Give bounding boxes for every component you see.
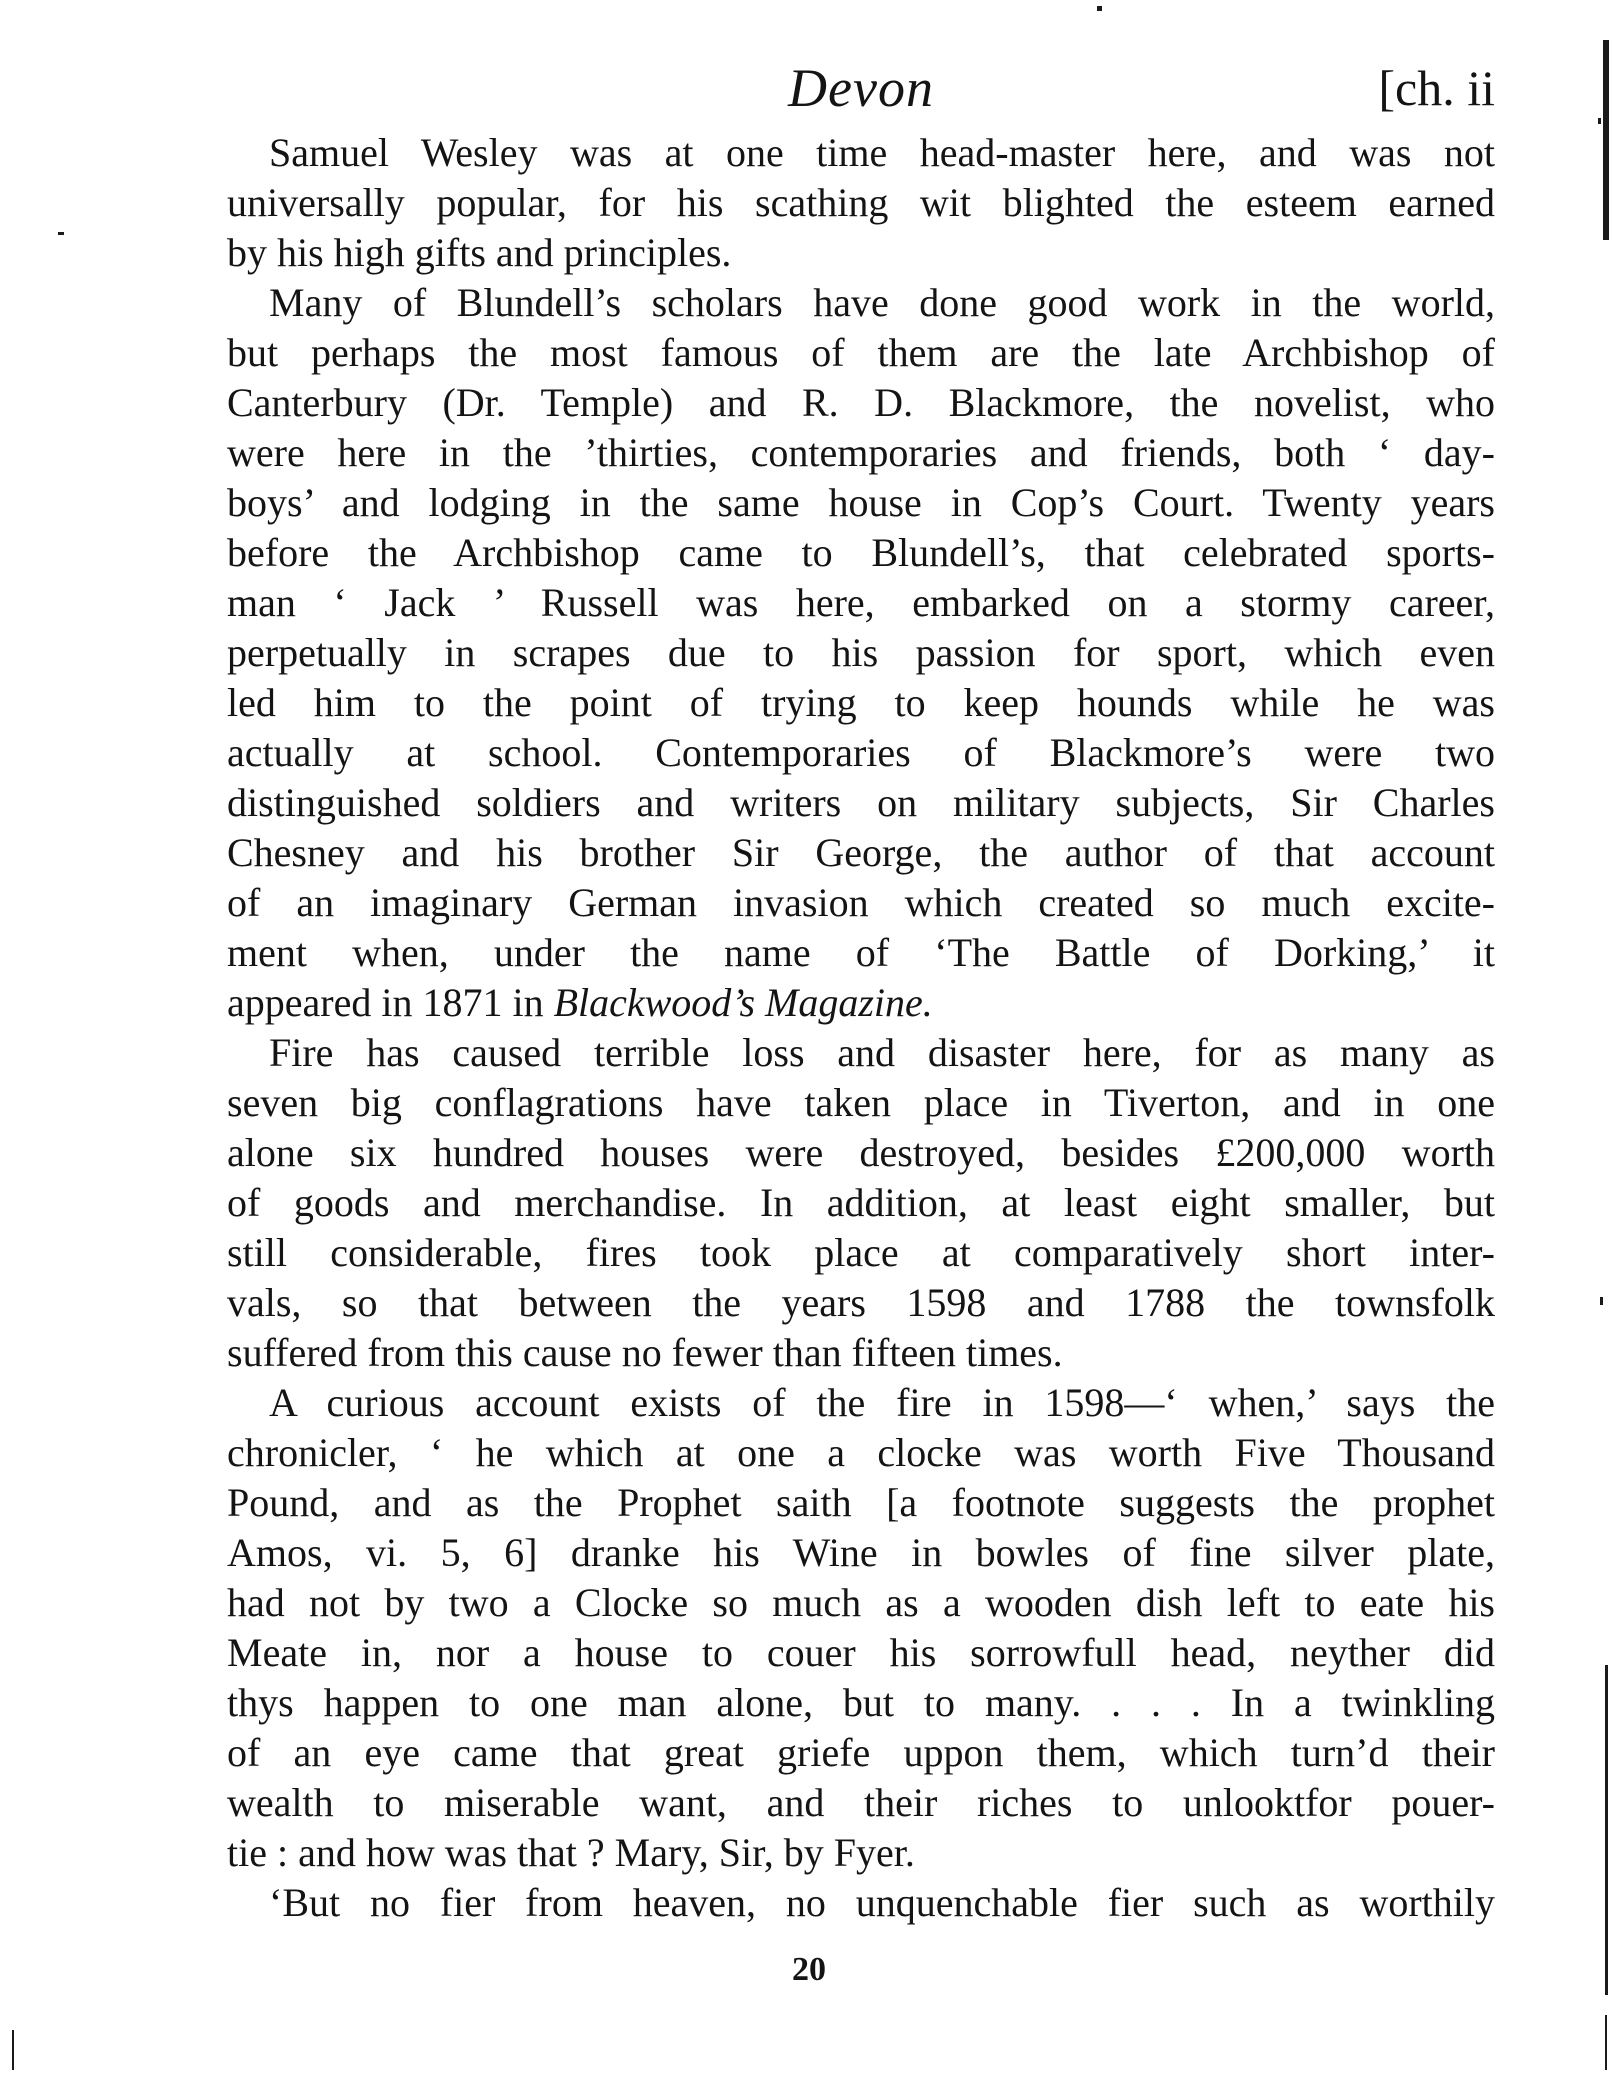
scan-edge-mark bbox=[1605, 2015, 1607, 2070]
body-text bbox=[227, 128, 1495, 1928]
paragraph bbox=[227, 1028, 1495, 1378]
text-line: by his high gifts and principles. bbox=[227, 230, 732, 275]
text-line: of an eye came that great griefe uppon them, which turn’d their bbox=[227, 1730, 1495, 1775]
text-line: led him to the point of trying to keep hounds while he was bbox=[227, 680, 1495, 725]
text-line: perpetually in scrapes due to his passion for sport, which even bbox=[227, 630, 1495, 675]
text-line: tie : and how was that ? Mary, Sir, by Fyer. bbox=[227, 1830, 915, 1875]
text-line: seven big conflagrations have taken place in Tiverton, and in one bbox=[227, 1080, 1495, 1125]
text-line: suffered from this cause no fewer than fifteen times. bbox=[227, 1330, 1063, 1375]
text-line: ‘But no fier from heaven, no unquenchable fier such as worthily bbox=[269, 1880, 1495, 1925]
scan-edge-mark bbox=[58, 232, 64, 235]
text-line: Many of Blundell’s scholars have done good work in the world, bbox=[269, 280, 1495, 325]
chapter-reference: [ch. ii bbox=[1378, 60, 1495, 116]
text-line: Samuel Wesley was at one time head-master here, and was not bbox=[269, 130, 1495, 175]
text-line: universally popular, for his scathing wit blighted the esteem earned bbox=[227, 180, 1495, 225]
text-line: of goods and merchandise. In addition, at least eight smaller, but bbox=[227, 1180, 1495, 1225]
page-number: 20 bbox=[792, 1951, 826, 1988]
text-line: Pound, and as the Prophet saith [a footnote suggests the prophet bbox=[227, 1480, 1495, 1525]
text-line: thys happen to one man alone, but to many. . . . In a twinkling bbox=[227, 1680, 1495, 1725]
scan-edge-mark bbox=[1605, 1665, 1608, 1995]
text-line: Amos, vi. 5, 6] dranke his Wine in bowles of fine silver plate, bbox=[227, 1530, 1495, 1575]
scan-edge-mark bbox=[12, 2030, 14, 2070]
paragraph bbox=[227, 278, 1495, 1028]
paragraph bbox=[227, 1878, 1495, 1928]
scan-edge-mark bbox=[1097, 6, 1102, 11]
text-line: but perhaps the most famous of them are the late Archbishop of bbox=[227, 330, 1495, 375]
text-line: still considerable, fires took place at comparatively short inter- bbox=[227, 1230, 1495, 1275]
text-line: actually at school. Contemporaries of Blackmore’s were two bbox=[227, 730, 1495, 775]
running-title: Devon bbox=[788, 58, 934, 118]
text-line: were here in the ’thirties, contemporaries and friends, both ‘ day- bbox=[227, 430, 1495, 475]
scan-edge-mark bbox=[1600, 1297, 1603, 1305]
scan-edge-mark bbox=[1603, 40, 1609, 240]
text-line: alone six hundred houses were destroyed, besides £200,000 worth bbox=[227, 1130, 1495, 1175]
text-line: distinguished soldiers and writers on military subjects, Sir Charles bbox=[227, 780, 1495, 825]
paragraph bbox=[227, 1378, 1495, 1878]
text-line: appeared in 1871 in Blackwood’s Magazine. bbox=[227, 980, 933, 1025]
paragraph bbox=[227, 128, 1495, 278]
text-line: wealth to miserable want, and their riches to unlooktfor pouer- bbox=[227, 1780, 1495, 1825]
text-line: A curious account exists of the fire in 1598—‘ when,’ says the bbox=[269, 1380, 1495, 1425]
text-line: Canterbury (Dr. Temple) and R. D. Blackmore, the novelist, who bbox=[227, 380, 1495, 425]
text-line: Meate in, nor a house to couer his sorrowfull head, neyther did bbox=[227, 1630, 1495, 1675]
text-line: Fire has caused terrible loss and disaster here, for as many as bbox=[269, 1030, 1495, 1075]
text-line: Chesney and his brother Sir George, the author of that account bbox=[227, 830, 1495, 875]
scan-edge-mark bbox=[1598, 118, 1601, 124]
text-line: ment when, under the name of ‘The Battle of Dorking,’ it bbox=[227, 930, 1495, 975]
running-header bbox=[227, 48, 1495, 128]
text-line: man ‘ Jack ’ Russell was here, embarked on a stormy career, bbox=[227, 580, 1495, 625]
text-line: had not by two a Clocke so much as a wooden dish left to eate his bbox=[227, 1580, 1495, 1625]
text-line: before the Archbishop came to Blundell’s, that celebrated sports- bbox=[227, 530, 1495, 575]
text-line: vals, so that between the years 1598 and 1788 the townsfolk bbox=[227, 1280, 1495, 1325]
text-line: of an imaginary German invasion which created so much excite- bbox=[227, 880, 1495, 925]
magazine-title: Blackwood’s Magazine. bbox=[553, 980, 933, 1025]
text-line: boys’ and lodging in the same house in Cop’s Court. Twenty years bbox=[227, 480, 1495, 525]
text-line: chronicler, ‘ he which at one a clocke was worth Five Thousand bbox=[227, 1430, 1495, 1475]
